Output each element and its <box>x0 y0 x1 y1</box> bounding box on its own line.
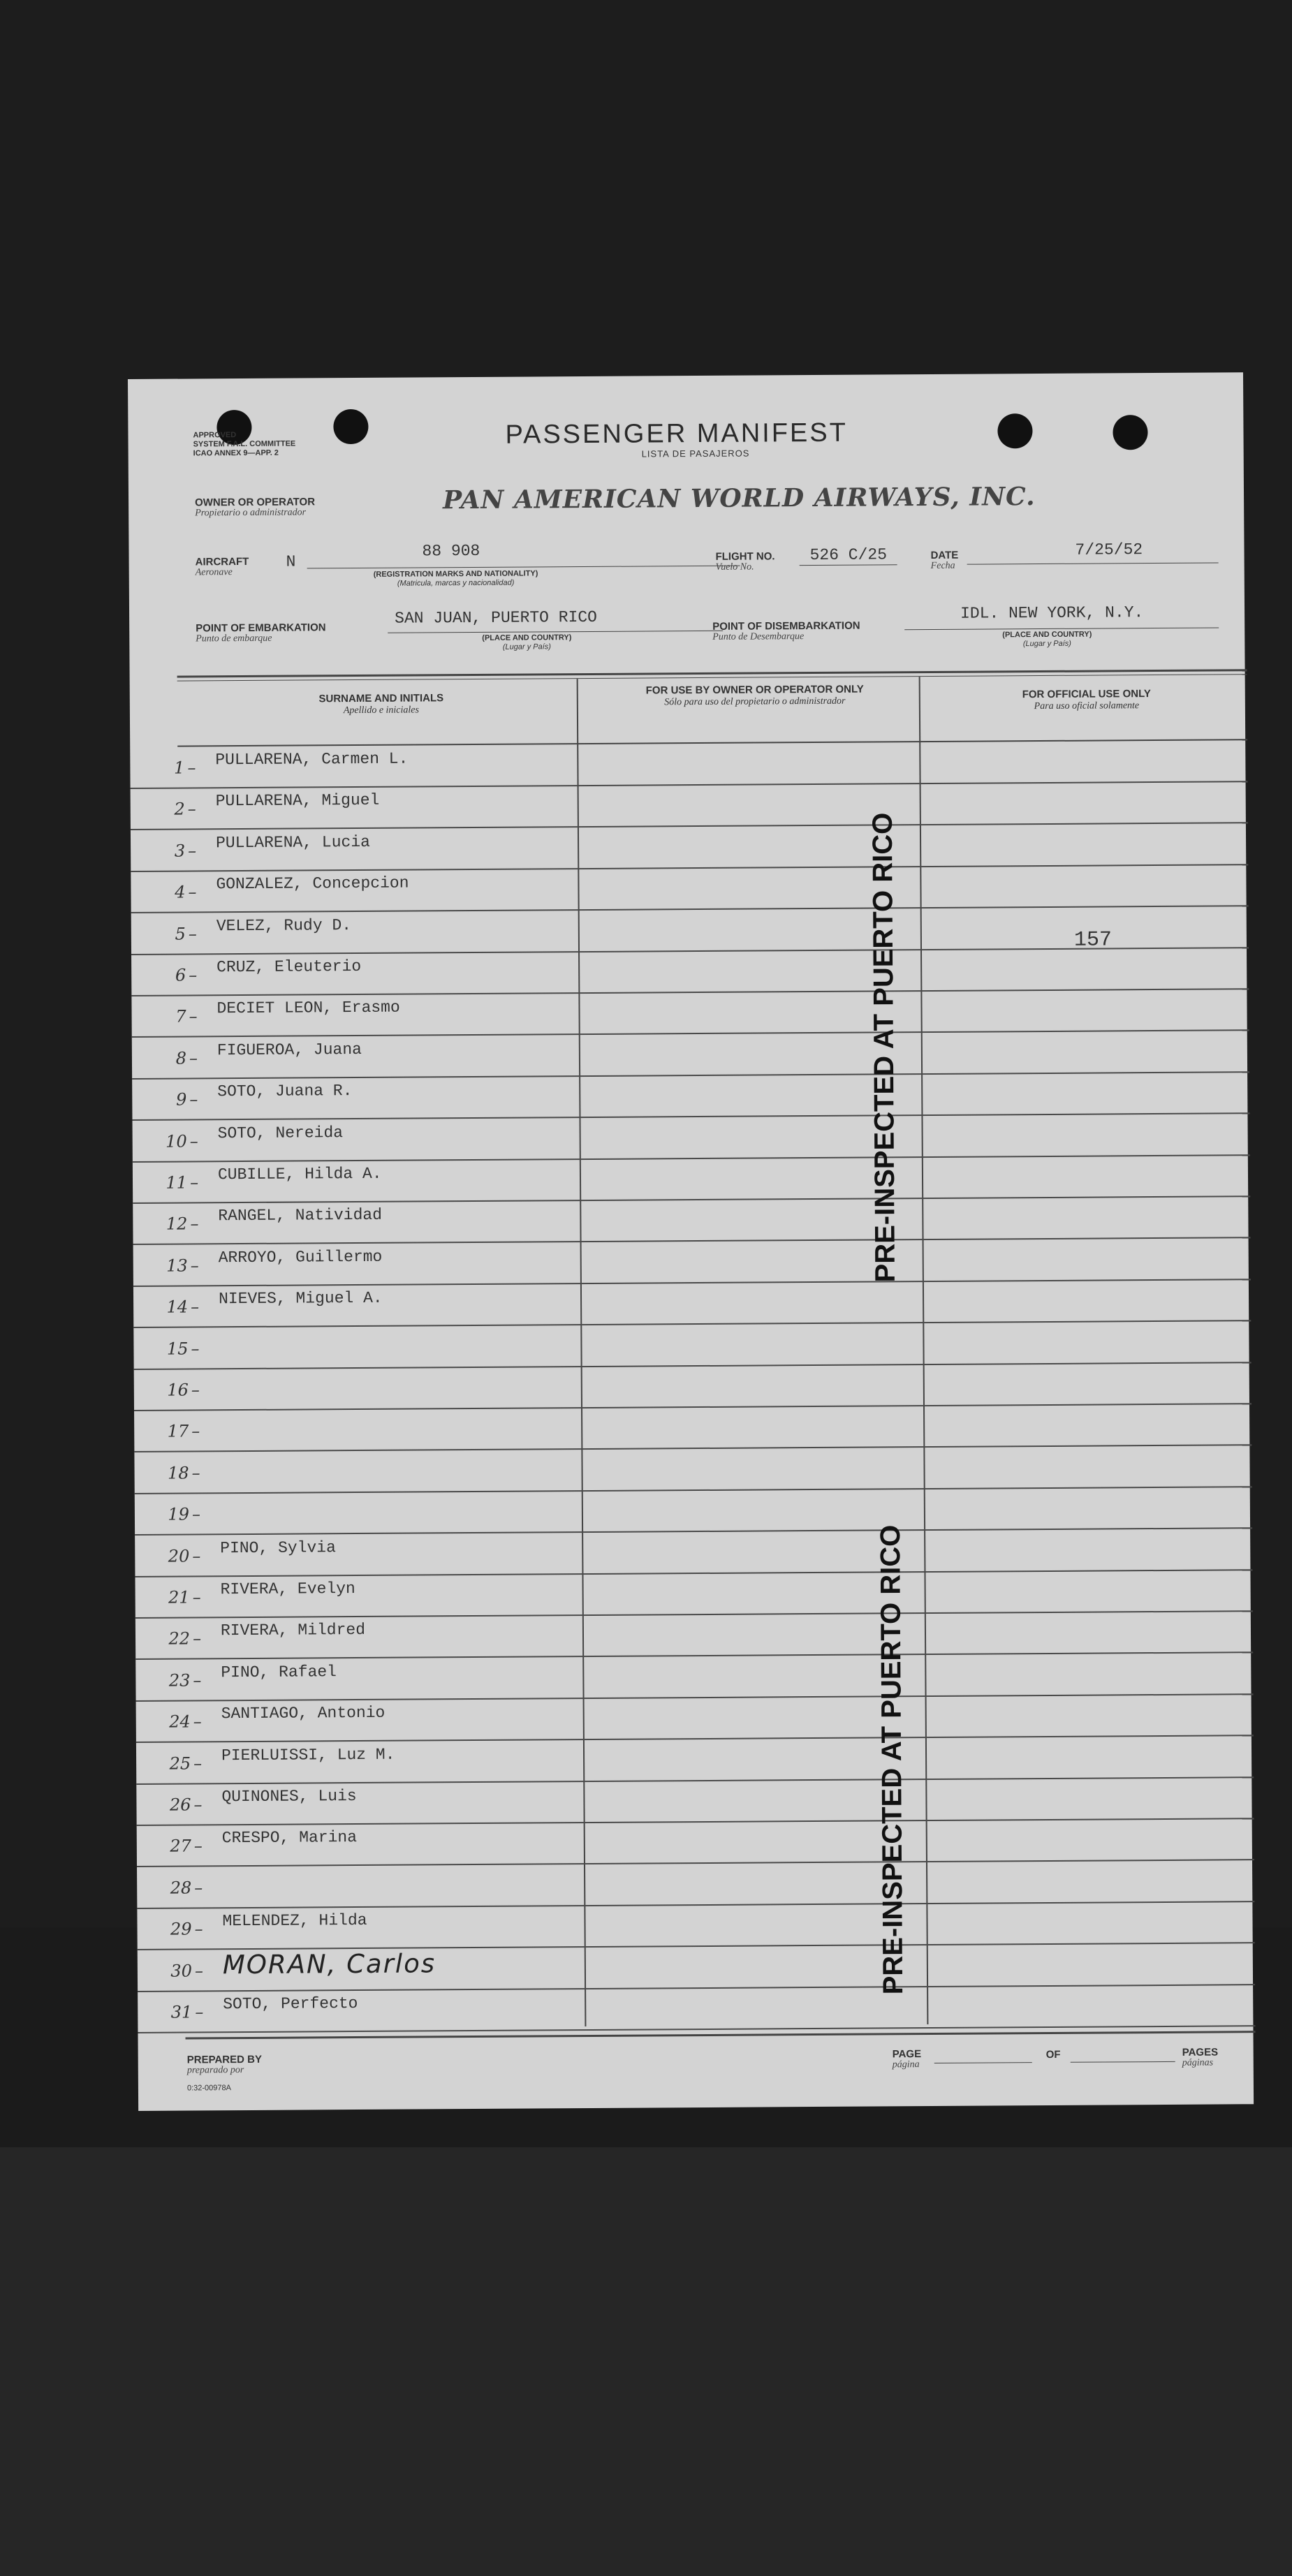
scanner-background-bottom <box>0 2147 1292 2576</box>
table-row <box>133 1197 1250 1246</box>
embarkation-value: SAN JUAN, PUERTO RICO <box>395 608 598 628</box>
row-number: 7 <box>175 1006 186 1026</box>
date-value: 7/25/52 <box>1075 540 1143 559</box>
row-number: 23 <box>168 1670 191 1691</box>
row-number-dash: – <box>192 1545 201 1566</box>
table-row <box>131 989 1249 1038</box>
table-row <box>138 1943 1255 1992</box>
aircraft-note: (REGISTRATION MARKS AND NATIONALITY) (Matricula, marcas y nacionalidad) <box>373 569 538 588</box>
row-number: 15 <box>166 1339 189 1359</box>
embarkation-label: POINT OF EMBARKATION Punto de embarque <box>196 621 326 645</box>
disembarkation-note: (PLACE AND COUNTRY) (Lugar y País) <box>1002 630 1092 649</box>
table-row <box>133 1321 1251 1370</box>
row-number-dash: – <box>193 1670 202 1691</box>
row-number: 3 <box>174 841 186 861</box>
row-number: 22 <box>168 1628 191 1649</box>
row-number-dash: – <box>192 1587 201 1607</box>
table-row <box>131 948 1249 996</box>
passenger-name: MELENDEZ, Hilda <box>222 1911 367 1931</box>
row-number-dash: – <box>189 965 198 985</box>
official-note: 157 <box>1073 928 1113 952</box>
table-row <box>137 1901 1254 1950</box>
passenger-name: QUINONES, Luis <box>221 1787 357 1806</box>
row-number-dash: – <box>187 799 196 819</box>
passenger-name: CRESPO, Marina <box>221 1828 358 1848</box>
row-number: 10 <box>166 1131 187 1151</box>
table-row <box>134 1362 1251 1411</box>
row-number-dash: – <box>193 1836 203 1856</box>
row-number-dash: – <box>193 1712 202 1732</box>
row-number-dash: – <box>188 882 197 902</box>
row-number: 16 <box>167 1380 189 1400</box>
passenger-name: SOTO, Nereida <box>217 1123 344 1142</box>
flight-underline <box>800 564 897 566</box>
row-number: 24 <box>169 1712 191 1732</box>
row-number: 20 <box>168 1546 190 1566</box>
table-row <box>130 740 1247 789</box>
table-row <box>136 1777 1254 1826</box>
passenger-name: PULLARENA, Miguel <box>215 791 380 811</box>
table-row <box>136 1694 1254 1743</box>
row-number: 4 <box>175 882 186 902</box>
flight-label: FLIGHT NO. Vuelo No. <box>715 550 775 573</box>
page-label: PAGE página <box>892 2048 922 2070</box>
table-row <box>131 864 1248 913</box>
table-row <box>138 1985 1255 2033</box>
embarkation-note: (PLACE AND COUNTRY) (Lugar y País) <box>482 633 572 652</box>
table-row <box>131 782 1248 831</box>
table-row <box>131 823 1248 872</box>
row-number: 13 <box>166 1256 188 1276</box>
row-number: 28 <box>170 1878 192 1898</box>
table-row <box>134 1445 1251 1494</box>
passenger-name: PULLARENA, Carmen L. <box>215 749 409 770</box>
row-number-dash: – <box>191 1463 200 1483</box>
of-label: OF <box>1045 2048 1061 2061</box>
row-number: 2 <box>174 799 185 819</box>
passenger-name: SOTO, Perfecto <box>223 1994 358 2014</box>
passenger-name: RIVERA, Mildred <box>220 1621 366 1640</box>
table-row <box>136 1736 1254 1785</box>
row-number: 11 <box>166 1172 188 1193</box>
owner-label: OWNER OR OPERATOR Propietario o administrador <box>195 496 316 519</box>
owner-value: PAN AMERICAN WORLD AIRWAYS, INC. <box>442 482 1036 515</box>
page-subtitle: LISTA DE PASAJEROS <box>641 448 750 459</box>
row-number-dash: – <box>191 1338 200 1359</box>
row-number-dash: – <box>189 1131 198 1151</box>
flight-number: 526 C/25 <box>809 545 888 565</box>
prepared-by-label: PREPARED BY preparado por <box>186 2053 263 2076</box>
passenger-name: PIERLUISSI, Luz M. <box>221 1745 395 1765</box>
row-number-dash: – <box>188 841 197 861</box>
passenger-name: CRUZ, Eleuterio <box>216 957 362 977</box>
row-number: 1 <box>174 758 185 778</box>
row-number: 12 <box>166 1214 188 1235</box>
manifest-sheet <box>128 372 1254 2111</box>
row-number: 21 <box>168 1587 190 1607</box>
table-row <box>133 1279 1251 1328</box>
row-number-dash: – <box>191 1504 201 1524</box>
passenger-name: GONZALEZ, Concepcion <box>216 874 409 894</box>
table-row <box>132 1072 1249 1121</box>
row-number-dash: – <box>189 1048 198 1068</box>
aircraft-label: AIRCRAFT Aeronave <box>195 555 249 578</box>
row-number-dash: – <box>189 1172 199 1193</box>
column-header-names: SURNAME AND INITIALS Apellido e iniciales <box>318 692 444 716</box>
passenger-name: SANTIAGO, Antonio <box>221 1703 386 1723</box>
punch-hole <box>1113 415 1147 450</box>
passenger-name: PULLARENA, Lucia <box>215 832 370 853</box>
pre-inspected-stamp: PRE-INSPECTED AT PUERTO RICO <box>867 812 901 1283</box>
form-number: 0:32-00978A <box>186 2084 231 2093</box>
row-number: 19 <box>168 1504 190 1524</box>
page-underline <box>934 2062 1032 2063</box>
row-number-dash: – <box>193 1795 203 1815</box>
row-number-dash: – <box>191 1380 200 1400</box>
passenger-name: RIVERA, Evelyn <box>220 1580 355 1599</box>
embarkation-underline <box>388 631 723 633</box>
pre-inspected-stamp: PRE-INSPECTED AT PUERTO RICO <box>875 1524 909 1995</box>
passenger-name: FIGUEROA, Juana <box>216 1040 362 1060</box>
punch-hole <box>997 413 1032 448</box>
row-number: 5 <box>175 924 186 944</box>
row-number-dash: – <box>188 924 197 944</box>
table-row <box>132 1031 1249 1080</box>
row-number: 25 <box>169 1753 191 1774</box>
row-number-dash: – <box>189 1089 198 1110</box>
row-number: 27 <box>170 1836 191 1857</box>
table-row <box>135 1612 1253 1661</box>
table-row <box>134 1404 1251 1453</box>
passenger-name: PINO, Rafael <box>221 1663 337 1682</box>
row-number: 30 <box>170 1961 193 1981</box>
row-number: 14 <box>166 1297 189 1317</box>
passenger-name: RANGEL, Natividad <box>218 1206 383 1226</box>
table-row <box>135 1487 1252 1536</box>
table-row <box>132 1114 1249 1163</box>
table-row <box>135 1570 1252 1619</box>
row-number-dash: – <box>192 1628 202 1649</box>
row-number: 29 <box>170 1919 192 1939</box>
row-number: 8 <box>175 1048 187 1068</box>
column-header-owner-use: FOR USE BY OWNER OR OPERATOR ONLY Sólo para uso del propietario o administrador <box>645 683 864 708</box>
table-row <box>133 1155 1250 1204</box>
column-header-official: FOR OFFICIAL USE ONLY Para uso oficial solamente <box>1022 688 1151 712</box>
table-row <box>137 1860 1254 1909</box>
row-number: 18 <box>167 1463 189 1483</box>
row-number: 31 <box>170 2002 193 2022</box>
row-number-dash: – <box>191 1421 200 1441</box>
row-number: 26 <box>169 1795 191 1815</box>
pages-underline <box>1071 2061 1175 2063</box>
row-number-dash: – <box>189 1006 198 1026</box>
disembarkation-label: POINT OF DISEMBARKATION Punto de Desembarque <box>712 619 860 642</box>
aircraft-registration: 88 908 <box>422 541 480 561</box>
row-number: 17 <box>167 1421 189 1442</box>
row-number-dash: – <box>194 1960 204 1981</box>
passenger-name: DECIET LEON, Erasmo <box>216 999 400 1018</box>
disembarkation-underline <box>904 627 1219 630</box>
row-number-dash: – <box>190 1214 199 1234</box>
pages-label: PAGES páginas <box>1182 2046 1219 2068</box>
punch-hole <box>333 409 368 444</box>
table-row <box>135 1653 1253 1702</box>
passenger-name: ARROYO, Guillermo <box>218 1247 383 1267</box>
row-number: 9 <box>175 1089 187 1110</box>
passenger-name: CUBILLE, Hilda A. <box>217 1164 382 1184</box>
date-label: DATE Fecha <box>930 549 959 571</box>
table-row <box>137 1819 1254 1868</box>
table-row <box>133 1238 1251 1287</box>
row-number: 6 <box>175 965 186 985</box>
aircraft-prefix: N <box>286 552 296 571</box>
date-underline <box>967 562 1219 564</box>
aircraft-underline <box>307 566 740 569</box>
row-number-dash: – <box>187 758 196 778</box>
row-number-dash: – <box>194 1878 203 1898</box>
page-title: PASSENGER MANIFEST <box>505 418 848 450</box>
row-number-dash: – <box>195 2002 204 2022</box>
table-top-rule <box>177 669 1247 677</box>
passenger-name: NIEVES, Miguel A. <box>218 1288 383 1309</box>
passenger-name: SOTO, Juana R. <box>217 1082 353 1101</box>
approved-note: APPROVED SYSTEM F.A.L. COMMITTEE ICAO ANNEX 9—APP. 2 <box>193 431 296 458</box>
passenger-name: VELEZ, Rudy D. <box>216 915 352 935</box>
passenger-name: PINO, Sylvia <box>220 1538 336 1557</box>
row-number-dash: – <box>190 1256 199 1276</box>
disembarkation-value: IDL. NEW YORK, N.Y. <box>960 603 1144 623</box>
row-number-dash: – <box>194 1919 203 1939</box>
row-number-dash: – <box>193 1753 203 1774</box>
passenger-name: MORAN, Carlos <box>222 1948 436 1980</box>
table-row <box>135 1529 1252 1577</box>
row-number-dash: – <box>191 1297 200 1317</box>
